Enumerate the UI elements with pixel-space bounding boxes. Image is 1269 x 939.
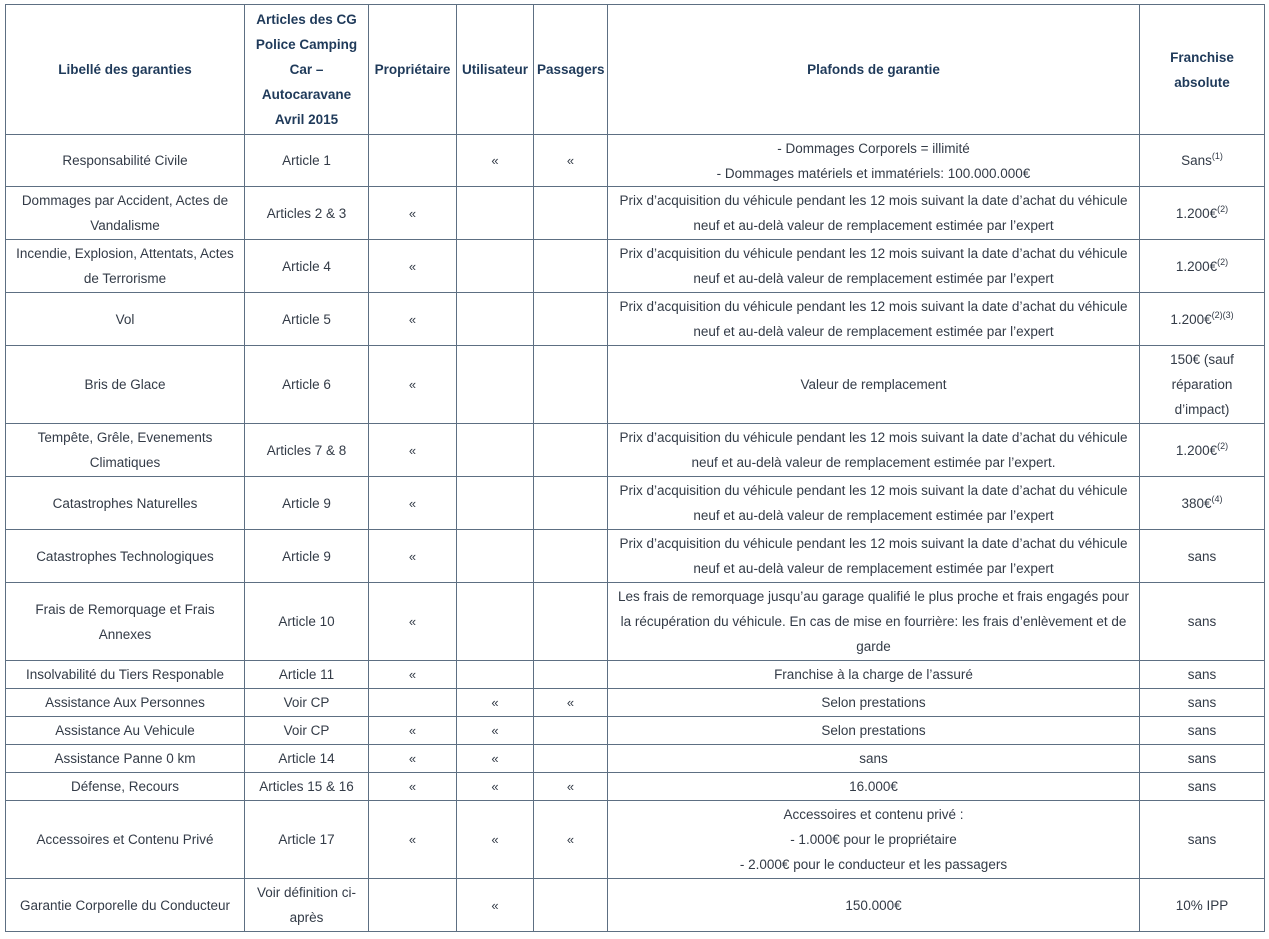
cell-limits [608,583,1140,661]
cell-owner [369,689,457,717]
table-row [6,661,1265,689]
cell-passengers: « [534,773,608,801]
cell-owner: « [369,187,457,240]
table-row [6,530,1265,583]
cell-article: Article 9 [245,477,369,530]
cell-article: Articles 15 & 16 [245,773,369,801]
table-row [6,717,1265,745]
cell-deductible [1140,745,1265,773]
table-row [6,187,1265,240]
cell-passengers [534,717,608,745]
cell-owner: « [369,293,457,346]
table-row [6,240,1265,293]
cell-label: Frais de Remorquage et Frais Annexes [6,583,245,661]
cell-limits [608,879,1140,932]
deductible-value: sans [1187,548,1217,564]
cell-limits [608,135,1140,187]
deductible-value: sans [1187,751,1217,766]
cell-user [457,530,534,583]
cell-owner: « [369,745,457,773]
cell-passengers [534,583,608,661]
cell-user [457,583,534,661]
cell-user: « [457,135,534,187]
limit-line: Les frais de remorquage jusqu’au garage qualifié le plus proche et frais engagés pour la récupération du véhicule. En cas de mise en fourrière: les frais d’enlèvement et de garde [617,589,1130,654]
deductible-value: 380€ [1181,495,1212,511]
cell-article: Article 4 [245,240,369,293]
cell-limits [608,187,1140,240]
cell-owner: « [369,530,457,583]
header-owner: Propriétaire [369,5,457,135]
cell-passengers [534,530,608,583]
cell-user [457,187,534,240]
cell-deductible [1140,773,1265,801]
cell-deductible [1140,477,1265,530]
limit-line: Prix d’acquisition du véhicule pendant les 12 mois suivant la date d’achat du véhicule neuf et au-delà valeur de remplacement estimée par l’expert [619,193,1128,233]
cell-article: Article 9 [245,530,369,583]
cell-deductible [1140,879,1265,932]
deductible-value: 10% IPP [1175,897,1229,913]
limit-line: Prix d’acquisition du véhicule pendant les 12 mois suivant la date d’achat du véhicule neuf et au-delà valeur de remplacement estimée par l’expert [619,483,1128,523]
cell-deductible [1140,530,1265,583]
cell-deductible [1140,583,1265,661]
deductible-value: 1.200€ [1170,311,1212,327]
deductible-footnote: (2) [1217,440,1229,451]
limit-line: 150.000€ [845,897,902,913]
table-row [6,135,1265,187]
cell-user [457,424,534,477]
cell-article: Articles 7 & 8 [245,424,369,477]
cell-label: Assistance Panne 0 km [6,745,245,773]
deductible-value: sans [1187,695,1217,710]
limit-line: Valeur de remplacement [800,377,947,392]
cell-deductible [1140,135,1265,187]
cell-deductible [1140,424,1265,477]
cell-owner: « [369,801,457,879]
cell-owner: « [369,424,457,477]
cell-article: Voir CP [245,689,369,717]
cell-article: Articles 2 & 3 [245,187,369,240]
cell-label: Catastrophes Technologiques [6,530,245,583]
cell-limits [608,293,1140,346]
cell-label: Défense, Recours [6,773,245,801]
limit-line: Selon prestations [821,695,926,710]
cell-article: Article 11 [245,661,369,689]
cell-passengers [534,293,608,346]
cell-passengers: « [534,135,608,187]
cell-user [457,293,534,346]
cell-passengers [534,187,608,240]
cell-user: « [457,879,534,932]
cell-label: Accessoires et Contenu Privé [6,801,245,879]
cell-limits [608,745,1140,773]
deductible-footnote: (4) [1211,493,1223,504]
deductible-footnote: (1) [1211,151,1223,161]
deductible-value: sans [1187,723,1217,738]
table-row [6,477,1265,530]
cell-deductible [1140,689,1265,717]
cell-limits [608,801,1140,879]
cell-limits [608,240,1140,293]
cell-user: « [457,745,534,773]
table-body [6,135,1265,932]
cell-limits [608,424,1140,477]
cell-label: Tempête, Grêle, Evenements Climatiques [6,424,245,477]
deductible-value: Sans [1181,153,1212,168]
limit-line: Prix d’acquisition du véhicule pendant les 12 mois suivant la date d’achat du véhicule neuf et au-delà valeur de remplacement estimée par l’expert [619,299,1128,339]
cell-deductible [1140,801,1265,879]
cell-user [457,346,534,424]
cell-deductible [1140,187,1265,240]
cell-limits [608,477,1140,530]
table-row [6,689,1265,717]
cell-passengers [534,661,608,689]
cell-article: Voir CP [245,717,369,745]
cell-owner [369,135,457,187]
cell-owner: « [369,773,457,801]
table-row [6,293,1265,346]
table-row [6,346,1265,424]
cell-user: « [457,773,534,801]
header-row [6,5,1265,135]
cell-deductible [1140,346,1265,424]
cell-passengers: « [534,689,608,717]
cell-owner: « [369,661,457,689]
limit-line: - Dommages Corporels = illimité [777,140,970,156]
cell-passengers [534,879,608,932]
cell-passengers [534,424,608,477]
cell-owner: « [369,240,457,293]
limit-line: Prix d’acquisition du véhicule pendant les 12 mois suivant la date d’achat du véhicule neuf et au-delà valeur de remplacement estimée par l’expert [619,536,1128,576]
table-row [6,801,1265,879]
cell-user [457,477,534,530]
cell-article: Voir définition ci-après [245,879,369,932]
cell-label: Incendie, Explosion, Attentats, Actes de Terrorisme [6,240,245,293]
table-row [6,424,1265,477]
cell-passengers [534,346,608,424]
deductible-value: sans [1187,832,1217,847]
cell-label: Responsabilité Civile [6,135,245,187]
cell-passengers [534,745,608,773]
cell-user [457,661,534,689]
header-deductible: Franchise absolute [1140,5,1265,135]
table-row [6,583,1265,661]
cell-article: Article 5 [245,293,369,346]
cell-limits [608,530,1140,583]
cell-owner: « [369,477,457,530]
table-row [6,879,1265,932]
cell-label: Assistance Aux Personnes [6,689,245,717]
deductible-value: 1.200€ [1175,258,1218,274]
cell-deductible [1140,293,1265,346]
cell-label: Assistance Au Vehicule [6,717,245,745]
limit-line: - 2.000€ pour le conducteur et les passagers [739,857,1008,872]
cell-limits [608,717,1140,745]
deductible-footnote: (2)(3) [1211,309,1234,320]
deductible-value: sans [1187,667,1217,682]
deductible-value: sans [1187,779,1217,794]
cell-deductible [1140,661,1265,689]
cell-owner: « [369,583,457,661]
limit-line: Accessoires et contenu privé : [783,807,964,822]
cell-label: Dommages par Accident, Actes de Vandalisme [6,187,245,240]
limit-line: 16.000€ [849,779,898,794]
header-limits: Plafonds de garantie [608,5,1140,135]
deductible-footnote: (2) [1217,256,1229,267]
header-articles: Articles des CG Police Camping Car – Autocaravane Avril 2015 [245,5,369,135]
cell-user: « [457,689,534,717]
table-row [6,745,1265,773]
header-user: Utilisateur [457,5,534,135]
cell-passengers [534,477,608,530]
cell-owner: « [369,717,457,745]
limit-line: sans [859,751,888,766]
cell-label: Bris de Glace [6,346,245,424]
deductible-value: 150€ (sauf réparation d’impact) [1170,352,1234,417]
cell-owner: « [369,346,457,424]
cell-label: Garantie Corporelle du Conducteur [6,879,245,932]
cell-article: Article 1 [245,135,369,187]
cell-user [457,240,534,293]
deductible-footnote: (2) [1217,203,1229,214]
cell-passengers: « [534,801,608,879]
limit-line: - Dommages matériels et immatériels: 100.000.000€ [716,165,1031,181]
header-label: Libellé des garanties [6,5,245,135]
cell-passengers [534,240,608,293]
cell-owner [369,879,457,932]
deductible-value: 1.200€ [1175,442,1218,458]
cell-user: « [457,801,534,879]
cell-limits [608,346,1140,424]
limit-line: Selon prestations [821,723,926,738]
cell-user: « [457,717,534,745]
cell-article: Article 17 [245,801,369,879]
limit-line: Prix d’acquisition du véhicule pendant les 12 mois suivant la date d’achat du véhicule neuf et au-delà valeur de remplacement estimée par l’expert [619,246,1128,286]
deductible-value: 1.200€ [1175,205,1218,221]
cell-label: Insolvabilité du Tiers Responable [6,661,245,689]
limit-line: - 1.000€ pour le propriétaire [790,832,957,847]
cell-limits [608,773,1140,801]
cell-label: Catastrophes Naturelles [6,477,245,530]
limit-line: Prix d’acquisition du véhicule pendant les 12 mois suivant la date d’achat du véhicule neuf et au-delà valeur de remplacement estimée par l’expert. [619,430,1128,470]
cell-limits [608,689,1140,717]
guarantees-table [5,4,1265,932]
limit-line: Franchise à la charge de l’assuré [774,667,973,682]
table-row [6,773,1265,801]
cell-article: Article 10 [245,583,369,661]
deductible-value: sans [1187,614,1217,629]
header-passengers: Passagers [534,5,608,135]
cell-deductible [1140,240,1265,293]
cell-deductible [1140,717,1265,745]
cell-limits [608,661,1140,689]
cell-article: Article 14 [245,745,369,773]
cell-article: Article 6 [245,346,369,424]
cell-label: Vol [6,293,245,346]
